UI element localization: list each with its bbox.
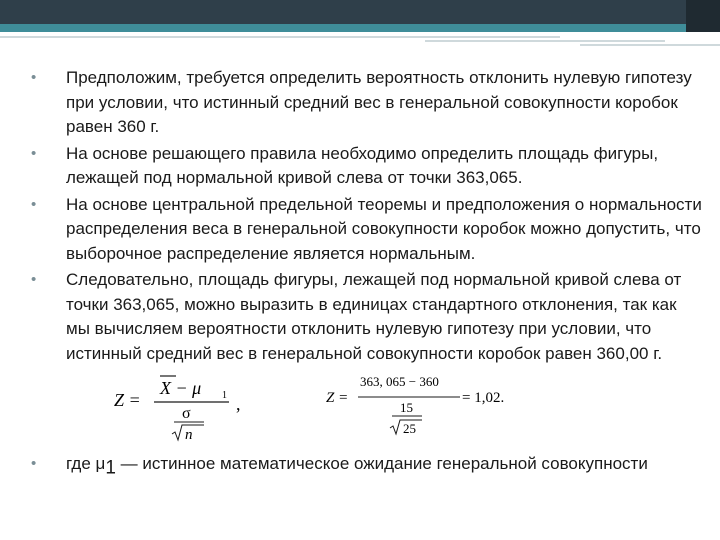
bullet-icon: • — [31, 455, 37, 472]
z-formula-numeric — [326, 372, 526, 442]
formula2-denominator-top: 15 — [400, 400, 413, 415]
bullet-text: На основе центральной предельной теоремы и предположения о нормальности распределения веса в генеральной совокупности коробок можно допустить, что выборочное распределение является нормальным. — [66, 194, 702, 263]
slide-header-bar — [0, 0, 720, 24]
bullet-item — [26, 452, 702, 481]
formula1-denominator-top: σ — [182, 405, 191, 422]
bullet-text: На основе решающего правила необходимо определить площадь фигуры, лежащей под нормальной кривой слева от точки 363,065. — [66, 143, 659, 187]
formula1-comma: , — [236, 394, 241, 414]
slide-content — [26, 66, 702, 483]
bullet-icon: • — [31, 144, 37, 162]
bullet-icon: • — [31, 271, 37, 288]
formula2-result: = 1,02. — [462, 390, 505, 406]
formula2-denominator-bottom: 25 — [403, 421, 416, 436]
formula-row — [26, 370, 702, 450]
bullet-text-prefix: где μ — [66, 454, 106, 473]
formula1-lhs: Z = — [114, 390, 141, 410]
formula2-lhs: Z = — [326, 390, 349, 406]
bullet-item — [26, 142, 702, 191]
bullet-icon: • — [31, 69, 37, 86]
bullet-item — [26, 193, 702, 267]
formula1-denominator-bottom: n — [185, 427, 193, 442]
bullet-item — [26, 66, 702, 140]
formula1-numerator: X − μ — [160, 378, 202, 398]
bullet-item — [26, 268, 702, 366]
formula2-numerator: 363, 065 − 360 — [360, 374, 439, 389]
slide-decorative-lines — [0, 36, 720, 50]
formula1-numerator-sub: 1 — [222, 390, 227, 401]
bullet-icon: • — [31, 195, 37, 213]
mu-subscript: 1 — [105, 457, 116, 479]
z-formula-general — [114, 372, 254, 442]
slide-header-accent — [0, 24, 720, 32]
bullet-text: Следовательно, площадь фигуры, лежащей под нормальной кривой слева от точки 363,065, можно выразить в единицах стандартного отклонения, так как мы вычисляем вероятности отклонить нулевую гипотезу при условии, что истинный средний вес в генеральной совокупности коробок равен 360,00 г. — [66, 270, 682, 363]
bullet-text: Предположим, требуется определить вероятность отклонить нулевую гипотезу при условии, что истинный средний вес в генеральной совокупности коробок равен 360 г. — [66, 68, 692, 136]
bullet-text-suffix: — истинное математическое ожидание генеральной совокупности — [115, 454, 648, 473]
slide-header-corner — [686, 0, 720, 32]
